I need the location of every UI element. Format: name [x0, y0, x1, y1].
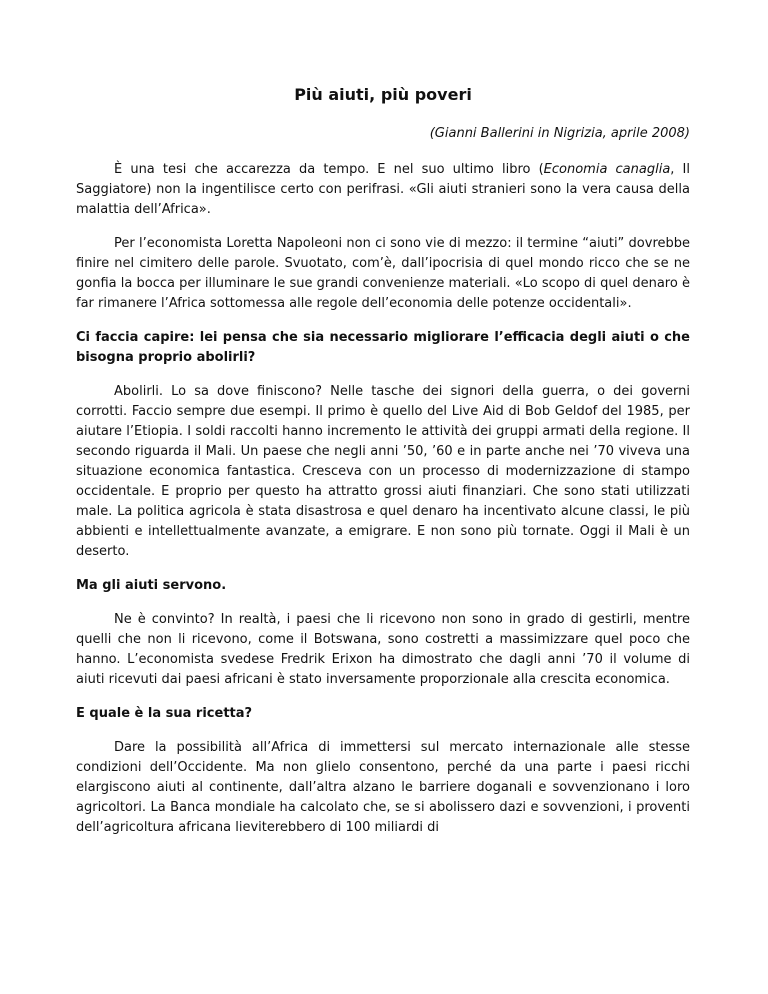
article-byline: (Gianni Ballerini in Nigrizia, aprile 2008): [429, 126, 690, 141]
interview-answer-1: Abolirli. Lo sa dove finiscono? Nelle tasche dei signori della guerra, o dei governi corrotti. Faccio sempre due esempi. Il primo è quello del Live Aid di Bob Geldof del 1985, per aiutare l’Etiopia. I soldi raccolti hanno incremento le attività dei gruppi armati della regione. Il secondo riguarda il Mali. Un paese che negli anni ’50, ’60 e in parte anche nei ’70 viveva una situazione economica fantastica. Cresceva con un processo di modernizzazione di stampo occidentale. E proprio per questo ha attratto grossi aiuti finanziari. Che sono stati utilizzati male. La politica agricola è stata disastrosa e quel denaro ha incentivato alcune classi, le più abbienti e intellettualmente avanzate, a emigrare. E non sono più tornate. Oggi il Mali è un deserto.: [76, 384, 690, 559]
interview-answer-3: Dare la possibilità all’Africa di immettersi sul mercato internazionale alle stesse condizioni dell’Occidente. Ma non glielo consentono, perché da una parte i paesi ricchi elargiscono aiuti al continente, dall’altra alzano le barriere doganali e sovvenzionano i loro agricoltori. La Banca mondiale ha calcolato che, se si abolissero dazi e sovvenzioni, i proventi dell’agricoltura africana lieviterebbero di 100 miliardi di: [76, 740, 690, 835]
interview-question-3: E quale è la sua ricetta?: [76, 706, 253, 721]
interview-answer-2: Ne è convinto? In realtà, i paesi che li ricevono non sono in grado di gestirli, mentre quelli che non li ricevono, come il Botswana, sono costretti a massimizzare quel poco che hanno. L’economista svedese Fredrik Erixon ha dimostrato che dagli anni ’70 il volume di aiuti ricevuti dai paesi africani è stato inversamente proporzionale alla crescita economica.: [76, 612, 690, 687]
paragraph-intro-text-end: , Il Saggiatore) non la ingentilisce certo con perifrasi. «Gli aiuti stranieri sono la vera causa della malattia dell’Africa».: [76, 162, 690, 217]
interview-question-2: Ma gli aiuti servono.: [76, 578, 227, 593]
paragraph-intro-text-start: È una tesi che accarezza da tempo. E nel suo ultimo libro (: [114, 162, 544, 177]
book-title: Economia canaglia: [543, 162, 671, 177]
paragraph-intro: [76, 160, 690, 220]
interview-question-1: Ci faccia capire: lei pensa che sia necessario migliorare l’efficacia degli aiuti o che bisogna proprio abolirli?: [76, 330, 690, 365]
article: [76, 84, 690, 852]
article-title: Più aiuti, più poveri: [294, 85, 472, 104]
paragraph-context: Per l’economista Loretta Napoleoni non ci sono vie di mezzo: il termine “aiuti” dovrebbe finire nel cimitero delle parole. Svuotato, com’è, dall’ipocrisia di quel mondo ricco che se ne gonfia la bocca per illuminare le sue grandi convenienze materiali. «Lo scopo di quel denaro è far rimanere l’Africa sottomessa alle regole dell’economia delle potenze occidentali».: [76, 236, 690, 311]
